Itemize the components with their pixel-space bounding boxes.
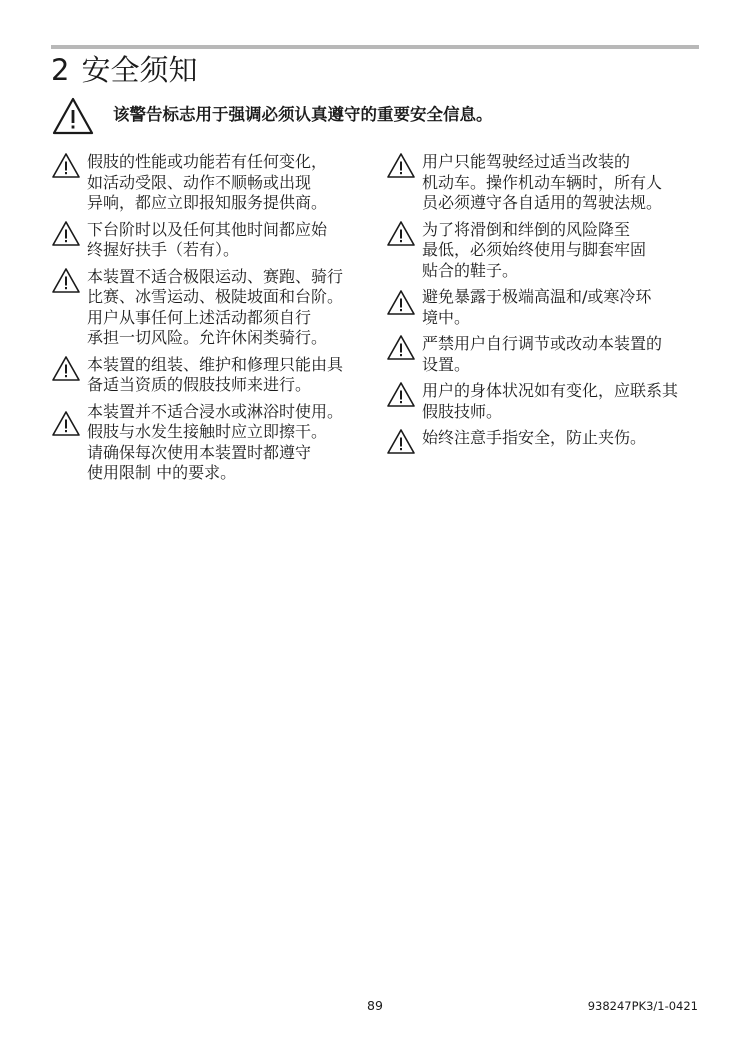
warning-triangle-icon <box>51 410 81 437</box>
safety-item <box>51 402 371 484</box>
top-rule <box>51 45 699 49</box>
warning-triangle-icon <box>386 428 416 455</box>
section-number: 2 <box>51 53 70 87</box>
section-title <box>51 50 197 90</box>
safety-item-text: 严禁用户自行调节或改动本装置的 设置。 <box>422 334 663 374</box>
main-warning <box>51 96 699 138</box>
warning-triangle-icon <box>51 220 81 247</box>
warning-triangle-icon <box>386 334 416 361</box>
safety-item-text: 本装置的组装、维护和修理只能由具 备适当资质的假肢技师来进行。 <box>87 354 344 394</box>
warning-triangle-icon <box>51 355 81 382</box>
warning-triangle-icon <box>51 152 81 179</box>
page-number: 89 <box>367 998 383 1013</box>
safety-item <box>386 428 706 449</box>
left-column <box>51 152 371 490</box>
warning-triangle-icon <box>51 267 81 294</box>
warning-triangle-icon <box>51 96 95 136</box>
warning-triangle-icon <box>386 220 416 247</box>
safety-item-text: 本装置并不适合浸水或淋浴时使用。 假肢与水发生接触时应立即擦干。 请确保每次使用本装置时都遵守 使用限制 中的要求。 <box>87 401 344 482</box>
safety-item-text: 避免暴露于极端高温和/或寒冷环 境中。 <box>422 287 652 327</box>
safety-item <box>51 355 371 396</box>
safety-item <box>51 220 371 261</box>
safety-item-text: 始终注意手指安全，防止夹伤。 <box>422 428 647 447</box>
document-code: 938247PK3/1-0421 <box>587 999 698 1013</box>
safety-item-text: 假肢的性能或功能若有任何变化， 如活动受限、动作不顺畅或出现 异响，都应立即报知服务提供商。 <box>87 152 328 212</box>
safety-item <box>51 152 371 214</box>
safety-item <box>386 334 706 375</box>
safety-item <box>386 381 706 422</box>
safety-item <box>51 267 371 349</box>
right-column <box>386 152 706 455</box>
warning-triangle-icon <box>386 152 416 179</box>
safety-item-text: 为了将滑倒和绊倒的风险降至 最低，必须始终使用与脚套牢固 贴合的鞋子。 <box>422 219 647 280</box>
safety-item-text: 本装置不适合极限运动、赛跑、骑行 比赛、冰雪运动、极陡坡面和台阶。 用户从事任何上述活动都须自行 承担一切风险。允许休闲类骑行。 <box>87 266 344 347</box>
warning-triangle-icon <box>386 381 416 408</box>
safety-item <box>386 220 706 282</box>
safety-item <box>386 152 706 214</box>
section-title-text: 安全须知 <box>81 53 198 87</box>
safety-item-text: 用户的身体状况如有变化，应联系其 假肢技师。 <box>422 381 679 421</box>
main-warning-text: 该警告标志用于强调必须认真遵守的重要安全信息。 <box>113 105 493 124</box>
warning-triangle-icon <box>386 289 416 316</box>
safety-item-text: 用户只能驾驶经过适当改装的 机动车。操作机动车辆时，所有人 员必须遵守各自适用的驾驶法规。 <box>422 152 663 212</box>
safety-item-text: 下台阶时以及任何其他时间都应始 终握好扶手（若有）。 <box>87 219 328 259</box>
safety-item <box>386 287 706 328</box>
